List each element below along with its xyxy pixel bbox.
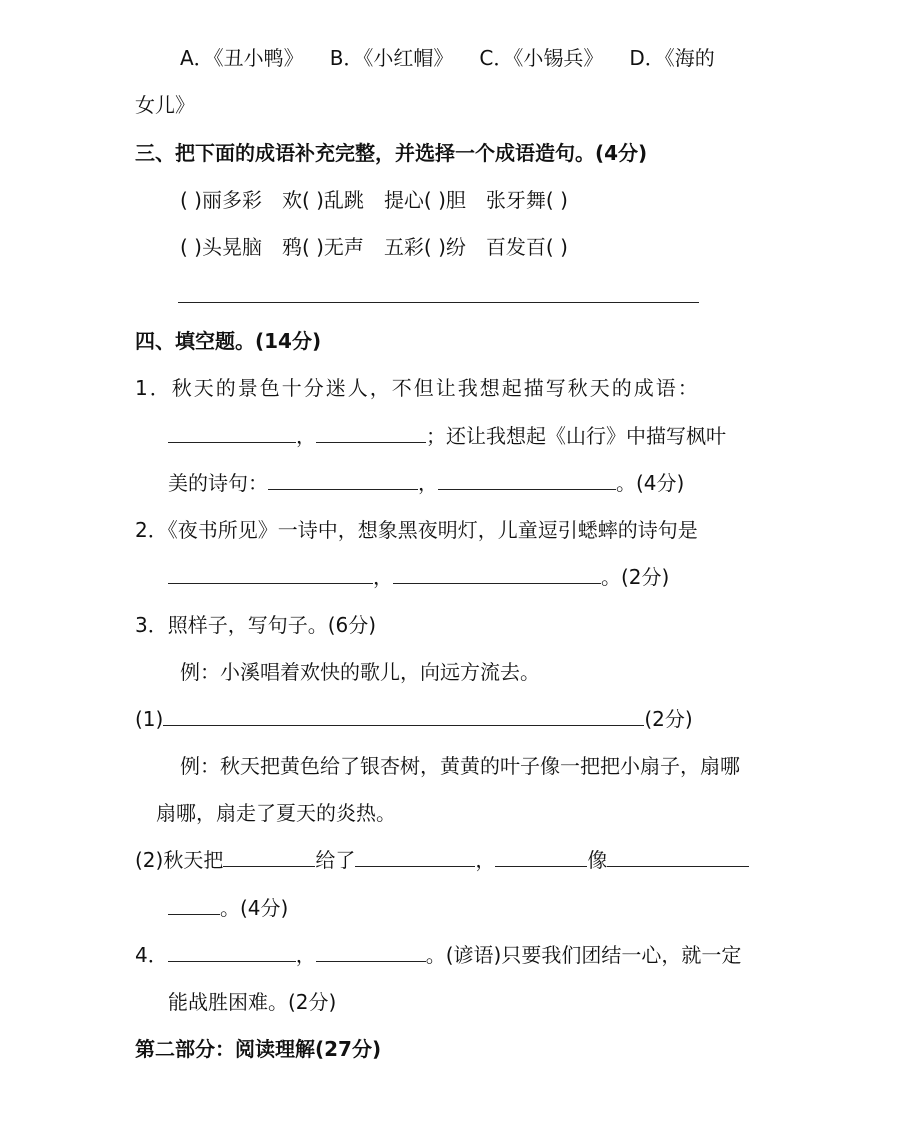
q3-part2-a: (2)秋天把 xyxy=(135,848,224,872)
idiom-5: ( )头晃脑 xyxy=(180,235,262,259)
section3-heading: 三、把下面的成语补充完整，并选择一个成语造句。(4分) xyxy=(135,141,648,165)
blank-subject[interactable] xyxy=(495,846,587,867)
q3-part2 xyxy=(135,846,749,874)
sentence-answer-blank[interactable] xyxy=(178,302,699,303)
blank-proverb-1[interactable] xyxy=(168,941,296,962)
idiom-7: 五彩( )纷 xyxy=(383,235,466,259)
option-d-continued: 女儿》 xyxy=(135,93,195,117)
blank-proverb-2[interactable] xyxy=(316,941,426,962)
idiom-4: 张牙舞( ) xyxy=(485,188,568,212)
blank-verse-1[interactable] xyxy=(168,563,373,584)
q3-part1-head: (1) xyxy=(135,707,164,731)
q3-part2-c: ， xyxy=(475,848,496,872)
q1-sep-2: ， xyxy=(418,471,438,495)
q3-example-2-line1: 例：秋天把黄色给了银杏树，黄黄的叶子像一把把小扇子，扇哪 xyxy=(180,754,740,778)
blank-verse-2[interactable] xyxy=(393,563,601,584)
option-c: C．《小锡兵》 xyxy=(479,46,604,70)
q4-line2: 能战胜困难。(2分) xyxy=(168,990,337,1014)
q4-line1 xyxy=(135,941,741,969)
blank-poem-2[interactable] xyxy=(438,469,616,490)
blank-simile-cont[interactable] xyxy=(168,894,220,915)
idiom-3: 提心( )胆 xyxy=(383,188,466,212)
q4-head: 4． xyxy=(135,943,168,967)
options-line xyxy=(180,44,715,72)
q1-line3-head: 美的诗句： xyxy=(168,471,268,495)
blank-sentence-1[interactable] xyxy=(163,705,644,726)
q3-part2-tail: 。(4分) xyxy=(220,896,289,920)
blank-poem-1[interactable] xyxy=(268,469,418,490)
blank-color[interactable] xyxy=(223,846,315,867)
idiom-6: 鸦( )无声 xyxy=(281,235,364,259)
idiom-row-1 xyxy=(180,186,568,214)
q3-part2-line2 xyxy=(168,894,288,922)
q3-example-1: 例：小溪唱着欢快的歌儿，向远方流去。 xyxy=(180,660,540,684)
q3-part2-d: 像 xyxy=(587,848,608,872)
q2-line2-tail: 。(2分) xyxy=(601,565,670,589)
q1-line2-tail: ；还让我想起《山行》中描写枫叶 xyxy=(426,424,726,448)
q1-line3-tail: 。(4分) xyxy=(616,471,685,495)
q3-heading: 3．照样子，写句子。(6分) xyxy=(135,613,377,637)
q1-sep-1: ， xyxy=(296,424,316,448)
section4-heading: 四、填空题。(14分) xyxy=(135,329,322,353)
q1-line2 xyxy=(168,422,726,450)
option-d: D．《海的 xyxy=(629,46,715,70)
q3-part2-b: 给了 xyxy=(315,848,356,872)
blank-idiom-1[interactable] xyxy=(168,422,296,443)
blank-idiom-2[interactable] xyxy=(316,422,426,443)
q2-line1: 2．《夜书所见》一诗中，想象黑夜明灯，儿童逗引蟋蟀的诗句是 xyxy=(135,518,698,542)
q4-sep: ， xyxy=(295,943,316,967)
q3-example-2-line2: 扇哪，扇走了夏天的炎热。 xyxy=(156,801,396,825)
option-b: B．《小红帽》 xyxy=(329,46,454,70)
blank-object[interactable] xyxy=(355,846,475,867)
q4-tail: 。(谚语)只要我们团结一心，就一定 xyxy=(425,943,742,967)
q1-line3 xyxy=(168,469,684,497)
part2-heading: 第二部分：阅读理解(27分) xyxy=(135,1037,382,1061)
idiom-1: ( )丽多彩 xyxy=(180,188,262,212)
blank-simile[interactable] xyxy=(607,846,749,867)
idiom-2: 欢( )乱跳 xyxy=(281,188,364,212)
q2-line2 xyxy=(168,563,669,591)
q3-part1 xyxy=(135,705,693,733)
q1-line1: 1．秋天的景色十分迷人，不但让我想起描写秋天的成语： xyxy=(135,376,700,400)
option-a: A．《丑小鸭》 xyxy=(180,46,304,70)
idiom-8: 百发百( ) xyxy=(485,235,568,259)
q2-sep: ， xyxy=(373,565,393,589)
idiom-row-2 xyxy=(180,233,568,261)
q3-part1-tail: (2分) xyxy=(644,707,693,731)
